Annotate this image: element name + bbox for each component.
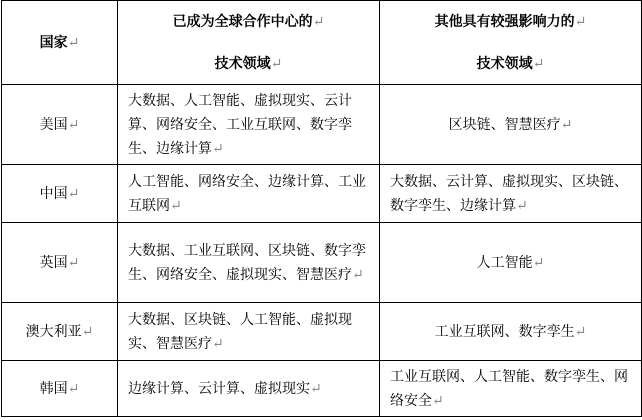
global-center-text: 大数据、人工智能、虚拟现实、云计算、网络安全、工业互联网、数字孪生、边缘计算 [128, 92, 352, 157]
table-row [2, 223, 642, 303]
table-row [2, 85, 642, 165]
country-cell [2, 165, 118, 223]
paragraph-mark-icon: ↵ [81, 323, 94, 340]
paragraph-mark-icon: ↵ [67, 185, 80, 202]
other-influence-text: 人工智能 [476, 254, 533, 271]
header-other-line1: 其他具有较强影响力的 [434, 13, 575, 30]
other-influence-cell [380, 303, 642, 361]
header-other-line2-wrap [380, 52, 641, 76]
header-country-text: 国家 [39, 34, 68, 51]
country-name: 澳大利亚 [25, 323, 82, 340]
header-global-line2-wrap [118, 52, 379, 76]
paragraph-mark-icon: ↵ [532, 55, 545, 72]
table-row [2, 361, 642, 417]
paragraph-mark-icon: ↵ [352, 266, 364, 283]
other-influence-cell [380, 361, 642, 417]
paragraph-mark-icon: ↵ [67, 116, 80, 133]
country-name: 英国 [39, 254, 68, 271]
global-center-text: 人工智能、网络安全、边缘计算、工业互联网 [128, 173, 366, 214]
paragraph-mark-icon: ↵ [67, 380, 80, 397]
paragraph-mark-icon: ↵ [574, 13, 587, 30]
paragraph-mark-icon: ↵ [170, 197, 182, 214]
paragraph-mark-icon: ↵ [574, 323, 587, 340]
global-center-cell [118, 361, 380, 417]
header-other-influence [380, 1, 642, 85]
other-influence-text: 大数据、云计算、虚拟现实、区块链、数字孪生、边缘计算 [390, 173, 628, 214]
global-center-text: 大数据、工业互联网、区块链、数字孪生、网络安全、虚拟现实、智慧医疗 [128, 242, 366, 283]
other-influence-cell [380, 223, 642, 303]
paragraph-mark-icon: ↵ [67, 254, 80, 271]
header-global-line1-wrap [118, 10, 379, 34]
other-influence-text: 工业互联网、数字孪生 [434, 323, 575, 340]
paragraph-mark-icon: ↵ [67, 34, 80, 51]
other-influence-cell [380, 85, 642, 165]
paragraph-mark-icon: ↵ [516, 197, 528, 214]
global-center-text: 大数据、区块链、人工智能、虚拟现实、智慧医疗 [128, 311, 352, 352]
table-row [2, 303, 642, 361]
header-row [2, 1, 642, 85]
country-cell [2, 223, 118, 303]
other-influence-text: 工业互联网、人工智能、数字孪生、网络安全 [390, 368, 628, 409]
paragraph-mark-icon: ↵ [212, 335, 224, 352]
header-global-line2: 技术领域 [214, 55, 271, 72]
header-global-line1: 已成为全球合作中心的 [172, 13, 313, 30]
header-global-center [118, 1, 380, 85]
country-cell [2, 85, 118, 165]
header-other-line2: 技术领域 [476, 55, 533, 72]
country-name: 中国 [39, 185, 68, 202]
country-name: 韩国 [39, 380, 68, 397]
technology-table [1, 0, 642, 417]
paragraph-mark-icon: ↵ [312, 13, 325, 30]
paragraph-mark-icon: ↵ [310, 380, 322, 397]
country-cell [2, 303, 118, 361]
global-center-cell [118, 223, 380, 303]
table-row [2, 165, 642, 223]
global-center-text: 边缘计算、云计算、虚拟现实 [128, 380, 310, 397]
global-center-cell [118, 303, 380, 361]
header-other-line1-wrap [380, 10, 641, 34]
global-center-cell [118, 165, 380, 223]
paragraph-mark-icon: ↵ [212, 140, 224, 157]
paragraph-mark-icon: ↵ [532, 254, 545, 271]
country-cell [2, 361, 118, 417]
country-name: 美国 [39, 116, 68, 133]
other-influence-text: 区块链、智慧医疗 [448, 116, 561, 133]
global-center-cell [118, 85, 380, 165]
paragraph-mark-icon: ↵ [270, 55, 283, 72]
paragraph-mark-icon: ↵ [560, 116, 573, 133]
other-influence-cell [380, 165, 642, 223]
paragraph-mark-icon: ↵ [432, 392, 444, 409]
header-country [2, 1, 118, 85]
